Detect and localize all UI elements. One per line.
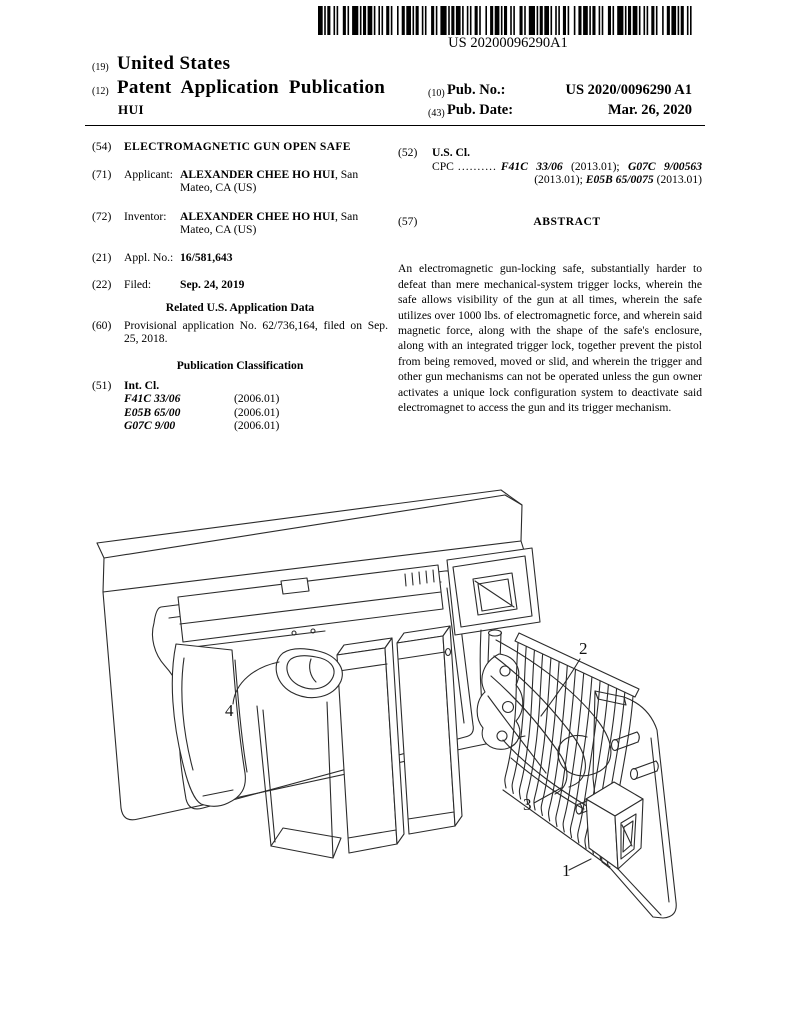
us-cl-block [432, 146, 702, 187]
filed-label: Filed: [124, 277, 152, 291]
ref-numeral-3: 3 [523, 795, 532, 814]
applicant-code: (71) [92, 167, 112, 181]
header-applicant-surname: HUI [118, 102, 145, 117]
int-cl-code: (51) [92, 378, 112, 392]
us-cl-code: (52) [398, 146, 418, 159]
int-cl-row [92, 379, 388, 393]
header-doc-type: Patent Application Publication [117, 77, 386, 98]
int-cl-entry: E05B 65/00 (2006.01) [124, 405, 280, 419]
abstract-heading: ABSTRACT [533, 214, 601, 228]
inventor-row [92, 210, 388, 237]
kind-code-10: (10) [428, 88, 445, 99]
abstract-heading-row [398, 215, 702, 229]
provisional-code: (60) [92, 318, 112, 332]
cpc-dots: .......... [457, 159, 497, 173]
appl-no-code: (21) [92, 250, 112, 264]
ref-numeral-4: 4 [225, 701, 234, 720]
invention-title: ELECTROMAGNETIC GUN OPEN SAFE [124, 140, 351, 153]
abstract-text: An electromagnetic gun-locking safe, substantially harder to defeat than mere mechanical-system trigger locks, wherein the safe allows visibility of the gun at all times, wherein the safe utilizes over 1000 lbs. of electromagnetic force, and wherein said magnetic force, along with the shape of the safe's enclosure, along with an integrated trigger lock, together prevent the pistol from being removed, moved or slid, and wherein the trigger and other gun mechanisms can not be operated unless the gun owner activates a unique lock configuration system to deactivate said electromagnet to access the gun and its trigger mechanism. [398, 262, 702, 415]
patent-figure [75, 478, 715, 978]
appl-no-value: 16/581,643 [180, 250, 233, 264]
filed-value: Sep. 24, 2019 [180, 277, 245, 291]
pub-date-value: Mar. 26, 2020 [607, 102, 692, 118]
pub-class-heading: Publication Classification [176, 358, 304, 372]
title-code: (54) [92, 140, 112, 153]
applicant-value: ALEXANDER CHEE HO HUI, San Mateo, CA (US) [180, 167, 359, 195]
safe-left-corner [97, 543, 104, 592]
int-cl-entry: G07C 9/00 (2006.01) [124, 419, 280, 433]
safe-top-chamfer-edge [104, 495, 505, 558]
abstract-code: (57) [398, 214, 418, 228]
figure-drawing [75, 478, 715, 978]
barcode [318, 6, 698, 35]
related-data-heading: Related U.S. Application Data [165, 301, 315, 315]
appl-no-row [92, 251, 388, 265]
pistol-rear-sight [281, 578, 309, 594]
provisional-text: Provisional application No. 62/736,164, filed on Sep. 25, 2018. [124, 318, 388, 346]
pistol-slide [178, 565, 443, 642]
keypad-window [447, 548, 540, 635]
safe-top-back-edge [97, 490, 501, 543]
magazine-front [337, 638, 404, 853]
int-cl-entry: F41C 33/06 (2006.01) [124, 392, 280, 406]
filed-row [92, 278, 388, 292]
inventor-value: ALEXANDER CHEE HO HUI, San Mateo, CA (US) [180, 209, 359, 237]
provisional-row [92, 319, 388, 346]
pub-no-label: Pub. No.: [447, 82, 506, 98]
cpc-line: CPC .......... F41C 33/06 (2013.01); G07C 9/00563 (2013.01); E05B 65/0075 (2013.01) [432, 159, 702, 187]
applicant-row [92, 168, 388, 195]
ref-numeral-1: 1 [562, 861, 571, 880]
title-row [92, 140, 388, 154]
pub-date-label: Pub. Date: [447, 102, 514, 118]
magazine-rear [397, 626, 462, 834]
appl-no-label: Appl. No.: [124, 250, 174, 264]
right-column [398, 146, 702, 415]
pub-date-line [447, 102, 692, 119]
kind-code-19: (19) [92, 62, 109, 73]
pub-no-line [447, 82, 692, 99]
inventor-code: (72) [92, 209, 112, 223]
pub-no-value: US 2020/0096290 A1 [565, 82, 692, 98]
barcode-text: US 20200096290A1 [448, 35, 568, 51]
filed-code: (22) [92, 277, 112, 291]
us-cl-label: U.S. Cl. [432, 146, 471, 159]
ref-numeral-2: 2 [579, 639, 588, 658]
applicant-label: Applicant: [124, 167, 173, 181]
cpc-label: CPC [432, 159, 454, 173]
left-column [92, 140, 388, 433]
us-cl-row [398, 146, 702, 187]
kind-code-43: (43) [428, 108, 445, 119]
int-cl-label: Int. Cl. [124, 378, 160, 392]
safe-right-corner [501, 490, 522, 541]
kind-code-12: (12) [92, 86, 109, 97]
header-country: United States [117, 53, 231, 74]
inventor-label: Inventor: [124, 209, 167, 223]
header-divider [85, 125, 705, 126]
